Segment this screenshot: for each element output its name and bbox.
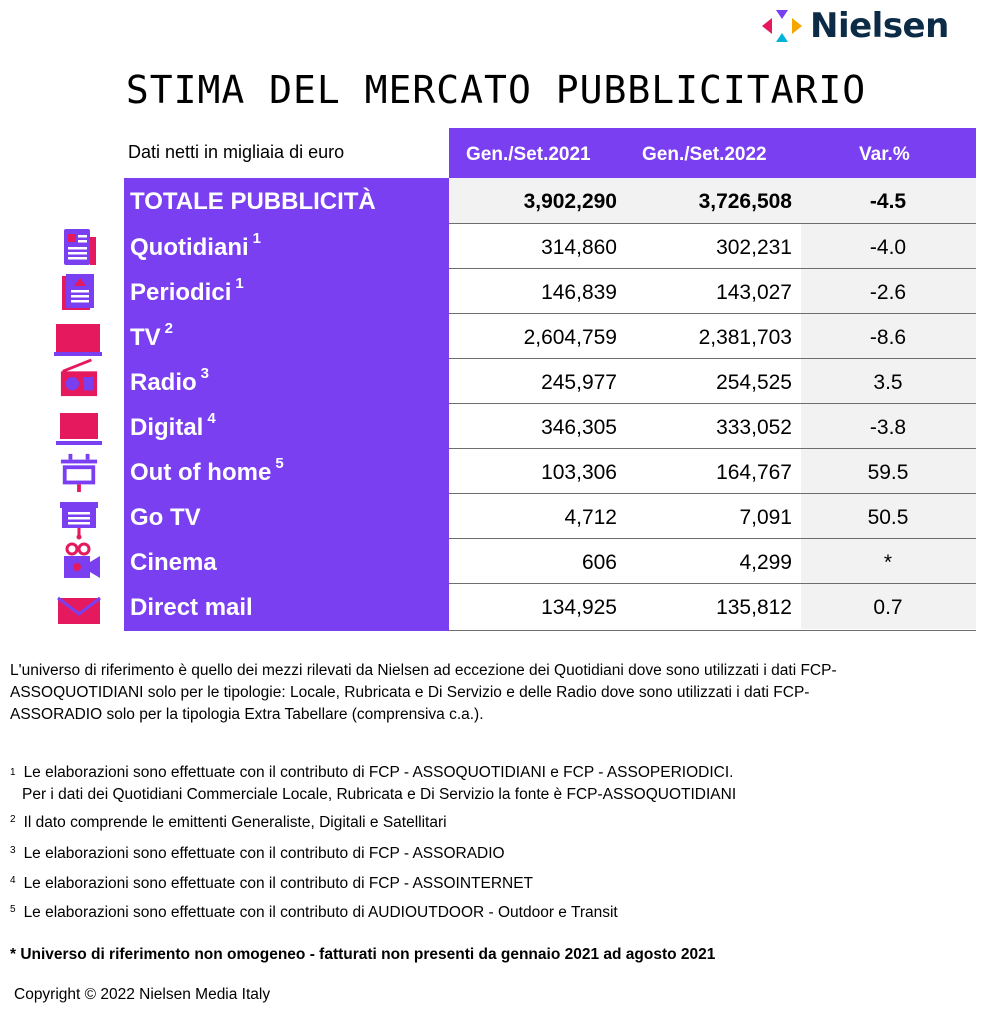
value-2022: 7,091 bbox=[739, 506, 792, 529]
row-label: Direct mail bbox=[130, 594, 253, 621]
column-header-2022: Gen./Set.2022 bbox=[642, 144, 767, 165]
value-2021: 4,712 bbox=[564, 506, 617, 529]
billboard-icon bbox=[54, 452, 104, 492]
screen-icon bbox=[54, 500, 104, 540]
value-2022: 135,812 bbox=[716, 596, 792, 619]
table-header bbox=[449, 128, 976, 178]
row-label: Digital $^4$ bbox=[130, 410, 216, 441]
row-label: Radio $^3$ bbox=[130, 365, 210, 396]
radio-icon bbox=[54, 358, 104, 398]
universe-note: L'universo di riferimento è quello dei mezzi rilevati da Nielsen ad eccezione dei Quotidiani dove sono utilizzati i dati FCP- ASSOQUOTIDIANI solo per le tipologie: Locale, Rubricata e Di Servizio e delle Radio dove sono utilizzati i dati FCP- ASSORADIO solo per la tipologia Extra Tabellare (comprensiva c.a.). bbox=[10, 662, 837, 723]
footnote: $^2$ Il dato comprende le emittenti Generaliste, Digitali e Satellitari bbox=[10, 814, 447, 831]
value-2022: 3,726,508 bbox=[698, 190, 792, 213]
column-header-var: Var.% bbox=[859, 144, 910, 165]
value-2021: 3,902,290 bbox=[523, 190, 617, 213]
brand-name: Nielsen bbox=[810, 6, 949, 46]
table-row bbox=[124, 224, 976, 269]
footnote: $^4$ Le elaborazioni sono effettuate con il contributo di FCP - ASSOINTERNET bbox=[10, 875, 534, 892]
value-var: * bbox=[883, 551, 893, 574]
value-var: -8.6 bbox=[869, 326, 907, 349]
nielsen-logo-icon bbox=[758, 8, 804, 44]
row-label: Out of home $^5$ bbox=[130, 455, 284, 486]
value-var: -4.0 bbox=[869, 236, 907, 259]
value-var: -3.8 bbox=[869, 416, 907, 439]
value-2021: 146,839 bbox=[541, 281, 617, 304]
row-label: TOTALE PUBBLICITÀ bbox=[130, 188, 376, 215]
value-2021: 245,977 bbox=[541, 371, 617, 394]
footnote: $^1$ Le elaborazioni sono effettuate con il contributo di FCP - ASSOQUOTIDIANI e FCP - ASSOPERIODICI. Per i dati dei Quotidiani Commerciale Locale, Rubricata e Di Servizio la fonte è FCP-ASSOQUOTIDIANI bbox=[10, 764, 737, 803]
table-caption: Dati netti in migliaia di euro bbox=[128, 142, 345, 162]
table-row bbox=[124, 584, 976, 629]
value-2021: 346,305 bbox=[541, 416, 617, 439]
table-row bbox=[124, 539, 976, 584]
table-row bbox=[124, 269, 976, 314]
footnote: $^5$ Le elaborazioni sono effettuate con il contributo di AUDIOUTDOOR - Outdoor e Transit bbox=[10, 904, 618, 921]
copyright: Copyright © 2022 Nielsen Media Italy bbox=[14, 986, 271, 1003]
value-2022: 4,299 bbox=[739, 551, 792, 574]
table-row bbox=[124, 359, 976, 404]
value-var: 50.5 bbox=[867, 506, 909, 529]
table-row bbox=[124, 494, 976, 539]
value-var: 0.7 bbox=[873, 596, 903, 619]
value-2022: 164,767 bbox=[716, 461, 792, 484]
table-row bbox=[124, 404, 976, 449]
row-label: TV $^2$ bbox=[130, 320, 174, 351]
table-row bbox=[124, 314, 976, 359]
table-row bbox=[124, 449, 976, 494]
value-2022: 143,027 bbox=[716, 281, 792, 304]
value-2021: 103,306 bbox=[541, 461, 617, 484]
value-var: 3.5 bbox=[873, 371, 903, 394]
column-header-2021: Gen./Set.2021 bbox=[466, 144, 591, 165]
value-2021: 134,925 bbox=[541, 596, 617, 619]
value-2022: 302,231 bbox=[716, 236, 792, 259]
row-label: Quotidiani $^1$ bbox=[130, 230, 261, 261]
table-row-total bbox=[124, 178, 976, 223]
magazine-icon bbox=[54, 272, 104, 312]
value-var: 59.5 bbox=[867, 461, 909, 484]
value-2022: 2,381,703 bbox=[698, 326, 792, 349]
newspaper-icon bbox=[54, 227, 104, 267]
row-label: Go TV bbox=[130, 504, 201, 531]
tv-icon bbox=[54, 318, 104, 358]
row-label: Periodici $^1$ bbox=[130, 275, 244, 306]
value-var: -4.5 bbox=[869, 190, 907, 213]
value-2021: 2,604,759 bbox=[523, 326, 617, 349]
laptop-icon bbox=[54, 409, 104, 449]
envelope-icon bbox=[54, 590, 104, 630]
asterisk-note: * Universo di riferimento non omogeneo - fatturati non presenti da gennaio 2021 ad agosto 2021 bbox=[10, 946, 716, 963]
value-2021: 314,860 bbox=[541, 236, 617, 259]
value-2022: 254,525 bbox=[716, 371, 792, 394]
row-label: Cinema bbox=[130, 549, 217, 576]
camera-icon bbox=[54, 542, 104, 582]
value-var: -2.6 bbox=[869, 281, 907, 304]
value-2022: 333,052 bbox=[716, 416, 792, 439]
value-2021: 606 bbox=[581, 551, 617, 574]
footnote: $^3$ Le elaborazioni sono effettuate con il contributo di FCP - ASSORADIO bbox=[10, 845, 505, 862]
page-title: STIMA DEL MERCATO PUBBLICITARIO bbox=[125, 68, 867, 112]
nielsen-logo bbox=[758, 6, 949, 46]
